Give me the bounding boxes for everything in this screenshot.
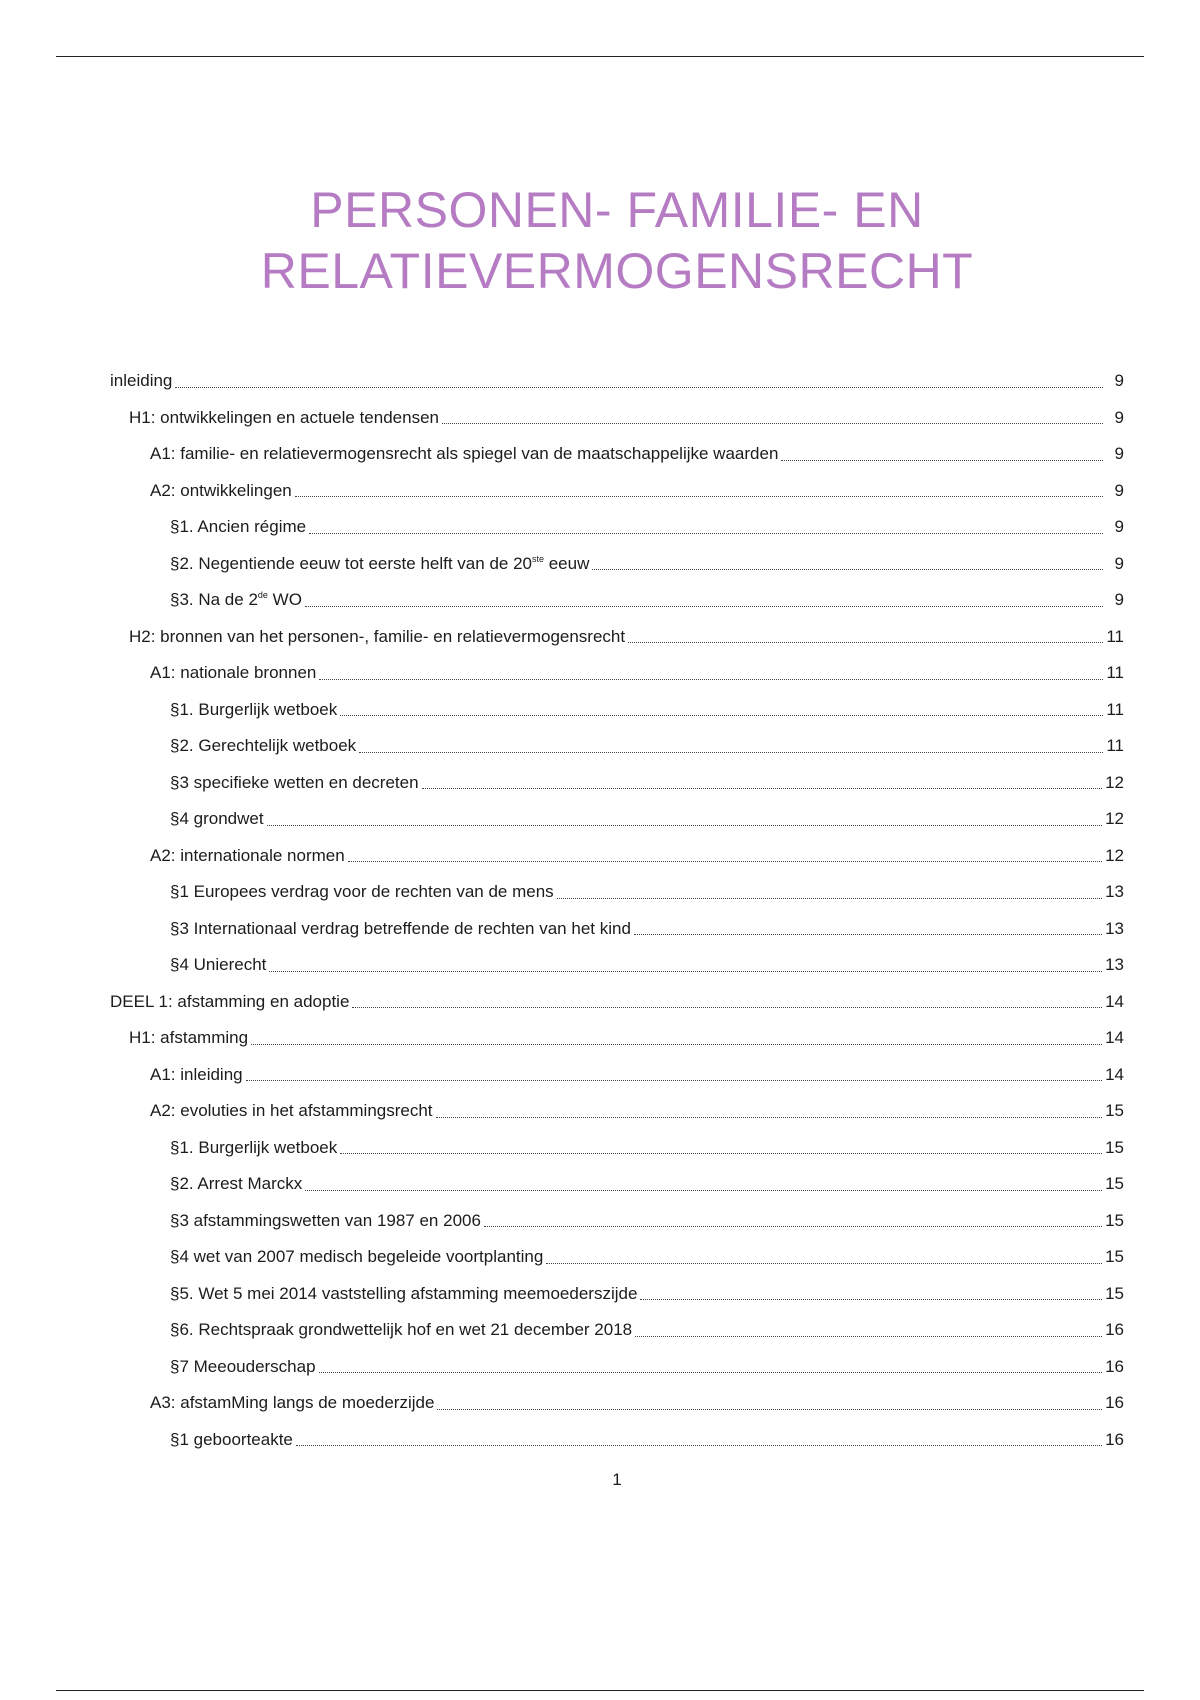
toc-entry-text-suffix: WO: [267, 590, 302, 610]
toc-entry-text: §4 Unierecht: [170, 955, 267, 975]
toc-page-number: 11: [1106, 663, 1124, 683]
dot-leader: [175, 387, 1103, 388]
toc-page-number: 16: [1105, 1356, 1124, 1376]
toc-entry[interactable]: [0, 436, 1200, 473]
dot-leader: [340, 1153, 1102, 1154]
toc-entry[interactable]: [0, 1312, 1200, 1349]
footer-rule: [56, 1690, 1144, 1691]
toc-entry[interactable]: [0, 363, 1200, 400]
dot-leader: [640, 1299, 1102, 1300]
toc-page-number: 16: [1105, 1393, 1124, 1413]
toc-entry[interactable]: [0, 1349, 1200, 1386]
toc-entry-text: A2: internationale normen: [150, 845, 345, 865]
toc-entry-title: [170, 1357, 316, 1377]
dot-leader: [295, 496, 1103, 497]
toc-page-number: 15: [1105, 1101, 1124, 1121]
dot-leader: [546, 1263, 1102, 1264]
dot-leader: [309, 533, 1103, 534]
toc-page-number: 13: [1105, 918, 1124, 938]
toc-page-number: 16: [1105, 1320, 1124, 1340]
toc-entry-superscript: de: [257, 590, 268, 601]
toc-entry-text: A2: evoluties in het afstammingsrecht: [150, 1101, 433, 1121]
toc-entry[interactable]: [0, 1130, 1200, 1167]
toc-entry-title: [170, 773, 419, 793]
toc-entry-title: [129, 1028, 248, 1048]
toc-entry-text: §2. Negentiende eeuw tot eerste helft van de 20: [170, 553, 532, 573]
dot-leader: [267, 825, 1103, 826]
dot-leader: [634, 934, 1102, 935]
toc-entry-title: [170, 882, 554, 902]
dot-leader: [340, 715, 1103, 716]
toc-entry-title: [170, 1211, 481, 1231]
dot-leader: [348, 861, 1102, 862]
dot-leader: [781, 460, 1103, 461]
toc-entry-title: [170, 955, 266, 975]
dot-leader: [436, 1117, 1103, 1118]
toc-entry-text: §3 afstammingswetten van 1987 en 2006: [170, 1210, 481, 1230]
toc-entry[interactable]: [0, 1385, 1200, 1422]
toc-entry-text: §1 Europees verdrag voor de rechten van de mens: [170, 882, 554, 902]
toc-entry[interactable]: [0, 728, 1200, 765]
toc-entry-text: §2. Arrest Marckx: [170, 1174, 303, 1194]
dot-leader: [352, 1007, 1102, 1008]
toc-entry-text: A3: afstamMing langs de moederzijde: [150, 1393, 435, 1413]
toc-entry-title: [150, 1065, 243, 1085]
toc-entry[interactable]: [0, 1276, 1200, 1313]
toc-entry-text: §1. Ancien régime: [170, 517, 307, 537]
toc-entry-title: [129, 627, 625, 647]
dot-leader: [305, 1190, 1102, 1191]
toc-page-number: 9: [1114, 407, 1124, 427]
toc-entry[interactable]: [0, 1057, 1200, 1094]
toc-entry[interactable]: [0, 692, 1200, 729]
dot-leader: [484, 1226, 1102, 1227]
toc-entry[interactable]: [0, 1239, 1200, 1276]
toc-entry[interactable]: [0, 400, 1200, 437]
toc-page-number: 12: [1105, 845, 1124, 865]
toc-page-number: 12: [1105, 809, 1124, 829]
dot-leader: [296, 1445, 1102, 1446]
toc-page-number: 9: [1114, 553, 1124, 573]
dot-leader: [269, 971, 1102, 972]
toc-entry-title: [150, 1101, 433, 1121]
toc-entry[interactable]: [0, 655, 1200, 692]
toc-page-number: 15: [1105, 1283, 1124, 1303]
toc-entry-text: §2. Gerechtelijk wetboek: [170, 736, 357, 756]
toc-entry[interactable]: [0, 1093, 1200, 1130]
toc-entry-text: H1: ontwikkelingen en actuele tendensen: [129, 407, 439, 427]
toc-entry-title: [170, 1430, 293, 1450]
dot-leader: [437, 1409, 1102, 1410]
toc-entry-text: §1. Burgerlijk wetboek: [170, 1137, 338, 1157]
toc-page-number: 14: [1105, 1064, 1124, 1084]
page-number: 1: [612, 1470, 622, 1489]
toc-entry[interactable]: [0, 582, 1200, 619]
toc-entry[interactable]: [0, 473, 1200, 510]
toc-entry[interactable]: [0, 509, 1200, 546]
dot-leader: [359, 752, 1103, 753]
dot-leader: [422, 788, 1103, 789]
document-title: [0, 180, 1200, 302]
toc-entry-title: [170, 1284, 637, 1304]
title-line-1: PERSONEN- FAMILIE- EN: [310, 182, 924, 238]
toc-entry-text: A2: ontwikkelingen: [150, 480, 292, 500]
toc-entry-title: [170, 517, 306, 537]
toc-entry-title: [150, 846, 345, 866]
toc-entry[interactable]: [0, 838, 1200, 875]
toc-entry-title: [170, 700, 337, 720]
toc-page-number: 15: [1105, 1247, 1124, 1267]
toc-page-number: 11: [1106, 736, 1124, 756]
toc-page-number: 15: [1105, 1210, 1124, 1230]
toc-entry[interactable]: [0, 546, 1200, 583]
header-rule: [56, 56, 1144, 57]
toc-page-number: 9: [1114, 371, 1124, 391]
toc-entry-title: [150, 481, 292, 501]
toc-entry-title: [170, 1138, 337, 1158]
dot-leader: [246, 1080, 1102, 1081]
toc-entry-text: A1: familie- en relatievermogensrecht als spiegel van de maatschappelijke waarden: [150, 444, 779, 464]
toc-entry-title: [110, 371, 172, 391]
dot-leader: [557, 898, 1102, 899]
toc-page-number: 12: [1105, 772, 1124, 792]
toc-page-number: 9: [1114, 480, 1124, 500]
toc-entry[interactable]: [0, 947, 1200, 984]
toc-entry-text: §3 specifieke wetten en decreten: [170, 772, 419, 792]
toc-entry-title: [170, 919, 631, 939]
toc-entry[interactable]: [0, 765, 1200, 802]
title-line-2: RELATIEVERMOGENSRECHT: [260, 243, 974, 299]
toc-entry-title: [170, 1174, 302, 1194]
toc-entry-text: H2: bronnen van het personen-, familie- en relatievermogensrecht: [129, 626, 626, 646]
toc-page-number: 9: [1114, 444, 1124, 464]
toc-entry-text: §5. Wet 5 mei 2014 vaststelling afstamming meemoederszijde: [170, 1283, 638, 1303]
toc-page-number: 9: [1114, 517, 1124, 537]
dot-leader: [319, 1372, 1103, 1373]
toc-page-number: 16: [1105, 1429, 1124, 1449]
toc-entry[interactable]: [0, 874, 1200, 911]
toc-entry-text: DEEL 1: afstamming en adoptie: [110, 991, 350, 1011]
toc-page-number: 11: [1106, 626, 1124, 646]
toc-entry-text: §1 geboorteakte: [170, 1429, 293, 1449]
toc-page-number: 15: [1105, 1174, 1124, 1194]
dot-leader: [442, 423, 1103, 424]
dot-leader: [305, 606, 1103, 607]
toc-entry-text: §3 Internationaal verdrag betreffende de rechten van het kind: [170, 918, 631, 938]
toc-entry-title: [170, 1320, 632, 1340]
toc-entry[interactable]: [0, 801, 1200, 838]
toc-entry[interactable]: [0, 1203, 1200, 1240]
toc-entry-text: A1: inleiding: [150, 1064, 243, 1084]
toc-entry-title: [150, 444, 778, 464]
dot-leader: [592, 569, 1103, 570]
table-of-contents: [0, 363, 1200, 1458]
toc-entry-title: [110, 992, 349, 1012]
toc-page-number: 11: [1106, 699, 1124, 719]
toc-entry-superscript: ste: [531, 553, 544, 564]
toc-entry-text: §4 wet van 2007 medisch begeleide voortplanting: [170, 1247, 544, 1267]
dot-leader: [319, 679, 1103, 680]
toc-entry-text: H1: afstamming: [129, 1028, 249, 1048]
toc-entry[interactable]: [0, 1422, 1200, 1459]
toc-entry[interactable]: [0, 984, 1200, 1021]
toc-entry-text: inleiding: [110, 371, 173, 391]
toc-entry-text: §3. Na de 2: [170, 590, 258, 610]
toc-page-number: 13: [1105, 882, 1124, 902]
toc-entry[interactable]: [0, 1166, 1200, 1203]
toc-entry-text: §7 Meeouderschap: [170, 1356, 316, 1376]
toc-entry[interactable]: [0, 911, 1200, 948]
toc-entry-title: [170, 554, 589, 574]
toc-entry-title: [170, 809, 264, 829]
toc-entry-title: [170, 590, 302, 610]
toc-page-number: 9: [1114, 590, 1124, 610]
toc-entry-title: [170, 736, 356, 756]
dot-leader: [635, 1336, 1102, 1337]
toc-entry-text: §6. Rechtspraak grondwettelijk hof en wet 21 december 2018: [170, 1320, 633, 1340]
dot-leader: [628, 642, 1103, 643]
toc-entry-text: §4 grondwet: [170, 809, 264, 829]
toc-entry-text-suffix: eeuw: [544, 553, 590, 573]
toc-entry-text: A1: nationale bronnen: [150, 663, 317, 683]
toc-entry-title: [129, 408, 439, 428]
toc-page-number: 14: [1105, 991, 1124, 1011]
toc-entry[interactable]: [0, 1020, 1200, 1057]
toc-page-number: 14: [1105, 1028, 1124, 1048]
toc-entry-text: §1. Burgerlijk wetboek: [170, 699, 338, 719]
toc-entry-title: [170, 1247, 543, 1267]
dot-leader: [251, 1044, 1102, 1045]
toc-page-number: 13: [1105, 955, 1124, 975]
toc-page-number: 15: [1105, 1137, 1124, 1157]
toc-entry-title: [150, 663, 316, 683]
toc-entry[interactable]: [0, 619, 1200, 656]
toc-entry-title: [150, 1393, 434, 1413]
